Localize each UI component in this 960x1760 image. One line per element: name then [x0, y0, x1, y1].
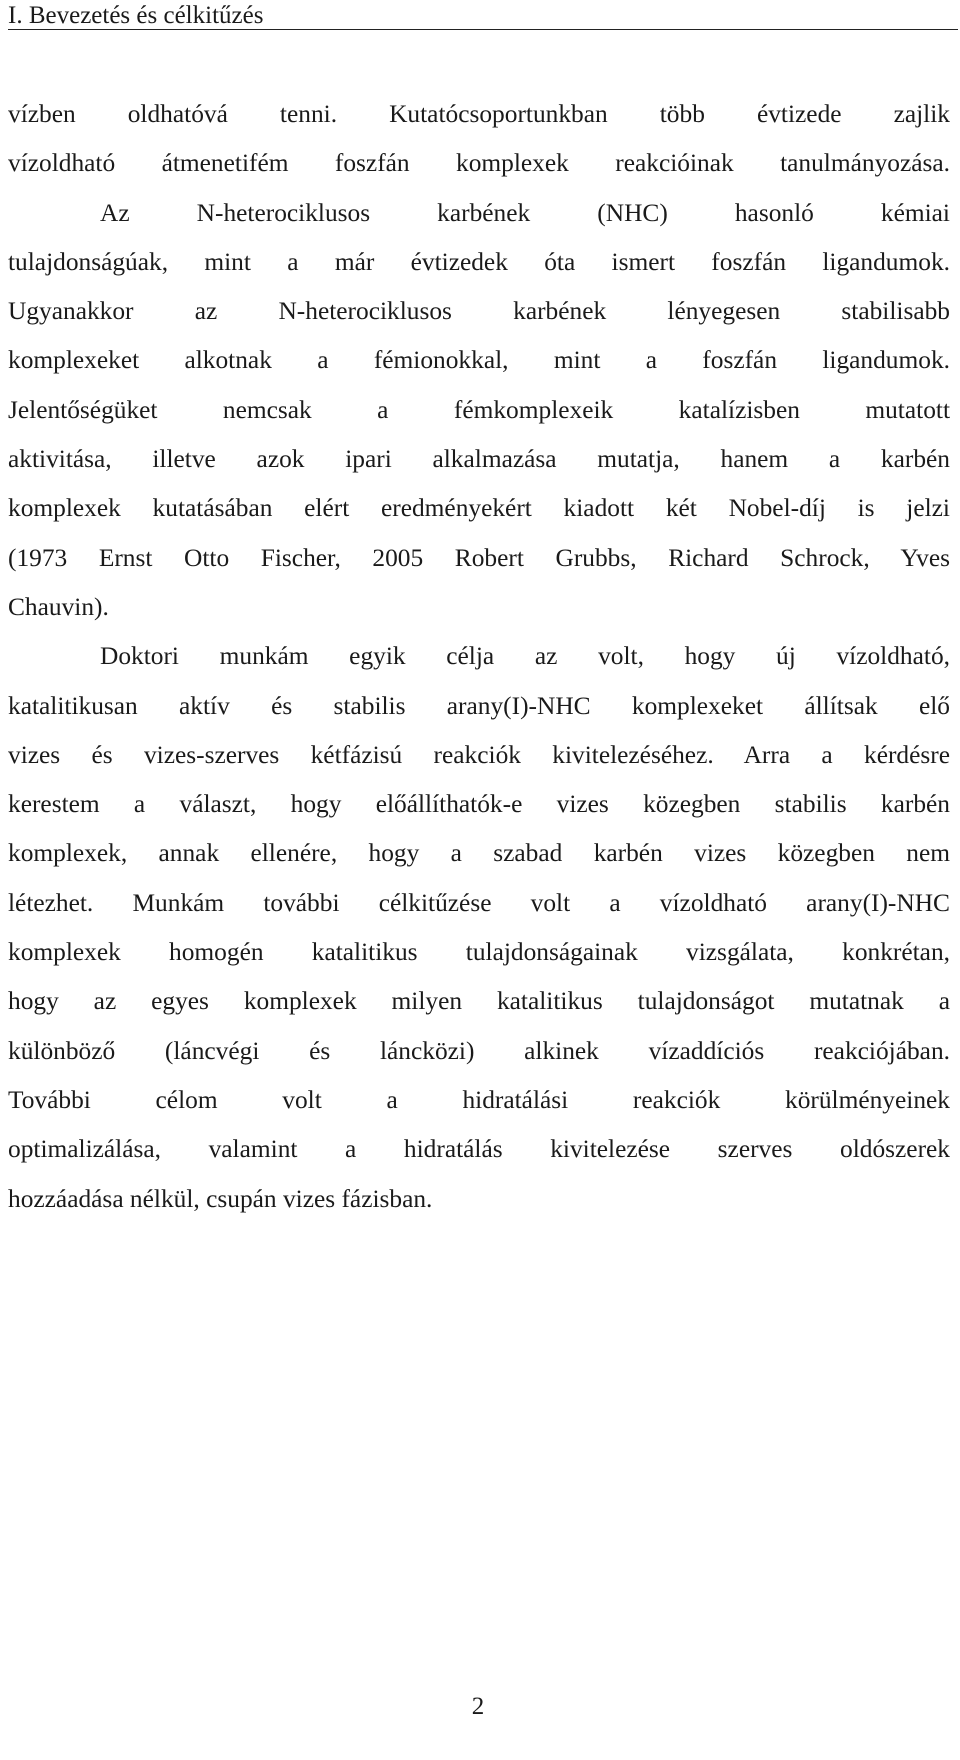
text-line: komplexeket alkotnak a fémionokkal, mint a foszfán ligandumok.	[8, 346, 950, 375]
text-line: katalitikusan aktív és stabilis arany(I)-NHC komplexeket állítsak elő	[8, 691, 950, 720]
text-line: optimalizálása, valamint a hidratálás kivitelezése szerves oldószerek	[8, 1135, 950, 1164]
text-line: vízben oldhatóvá tenni. Kutatócsoportunkban több évtizede zajlik	[8, 100, 950, 128]
text-line: komplexek, annak ellenére, hogy a szabad karbén vizes közegben nem	[8, 839, 950, 868]
text-line: különböző (láncvégi és láncközi) alkinek vízaddíciós reakciójában.	[8, 1036, 950, 1065]
text-line: Chauvin).	[8, 592, 109, 621]
text-line: Az N-heterociklusos karbének (NHC) hasonló kémiai	[100, 198, 950, 227]
text-line: hozzáadása nélkül, csupán vizes fázisban.	[8, 1184, 433, 1213]
text-line: Ugyanakkor az N-heterociklusos karbének lényegesen stabilisabb	[8, 297, 950, 326]
body-text	[8, 90, 950, 1224]
text-line: Doktori munkám egyik célja az volt, hogy új vízoldható,	[100, 642, 950, 671]
text-line: hogy az egyes komplexek milyen katalitikus tulajdonságot mutatnak a	[8, 987, 950, 1016]
text-line: komplexek kutatásában elért eredményekért kiadott két Nobel-díj is jelzi	[8, 494, 950, 523]
section-header	[8, 0, 958, 30]
section-title: I. Bevezetés és célkitűzés	[8, 2, 264, 29]
page-number: 2	[471, 1693, 485, 1720]
text-line: kerestem a választ, hogy előállíthatók-e vizes közegben stabilis karbén	[8, 790, 950, 819]
text-line: vízoldható átmenetifém foszfán komplexek reakcióinak tanulmányozása.	[8, 149, 950, 178]
text-line: tulajdonságúak, mint a már évtizedek óta ismert foszfán ligandumok.	[8, 247, 950, 276]
text-line: létezhet. Munkám további célkitűzése volt a vízoldható arany(I)-NHC	[8, 888, 950, 917]
text-line: További célom volt a hidratálási reakciók körülményeinek	[8, 1085, 950, 1114]
text-line: (1973 Ernst Otto Fischer, 2005 Robert Grubbs, Richard Schrock, Yves	[8, 543, 950, 572]
text-line: komplexek homogén katalitikus tulajdonságainak vizsgálata, konkrétan,	[8, 938, 950, 967]
text-line: Jelentőségüket nemcsak a fémkomplexeik katalízisben mutatott	[8, 395, 950, 424]
text-line: aktivitása, illetve azok ipari alkalmazása mutatja, hanem a karbén	[8, 445, 950, 474]
text-line: vizes és vizes-szerves kétfázisú reakciók kivitelezéséhez. Arra a kérdésre	[8, 740, 950, 769]
